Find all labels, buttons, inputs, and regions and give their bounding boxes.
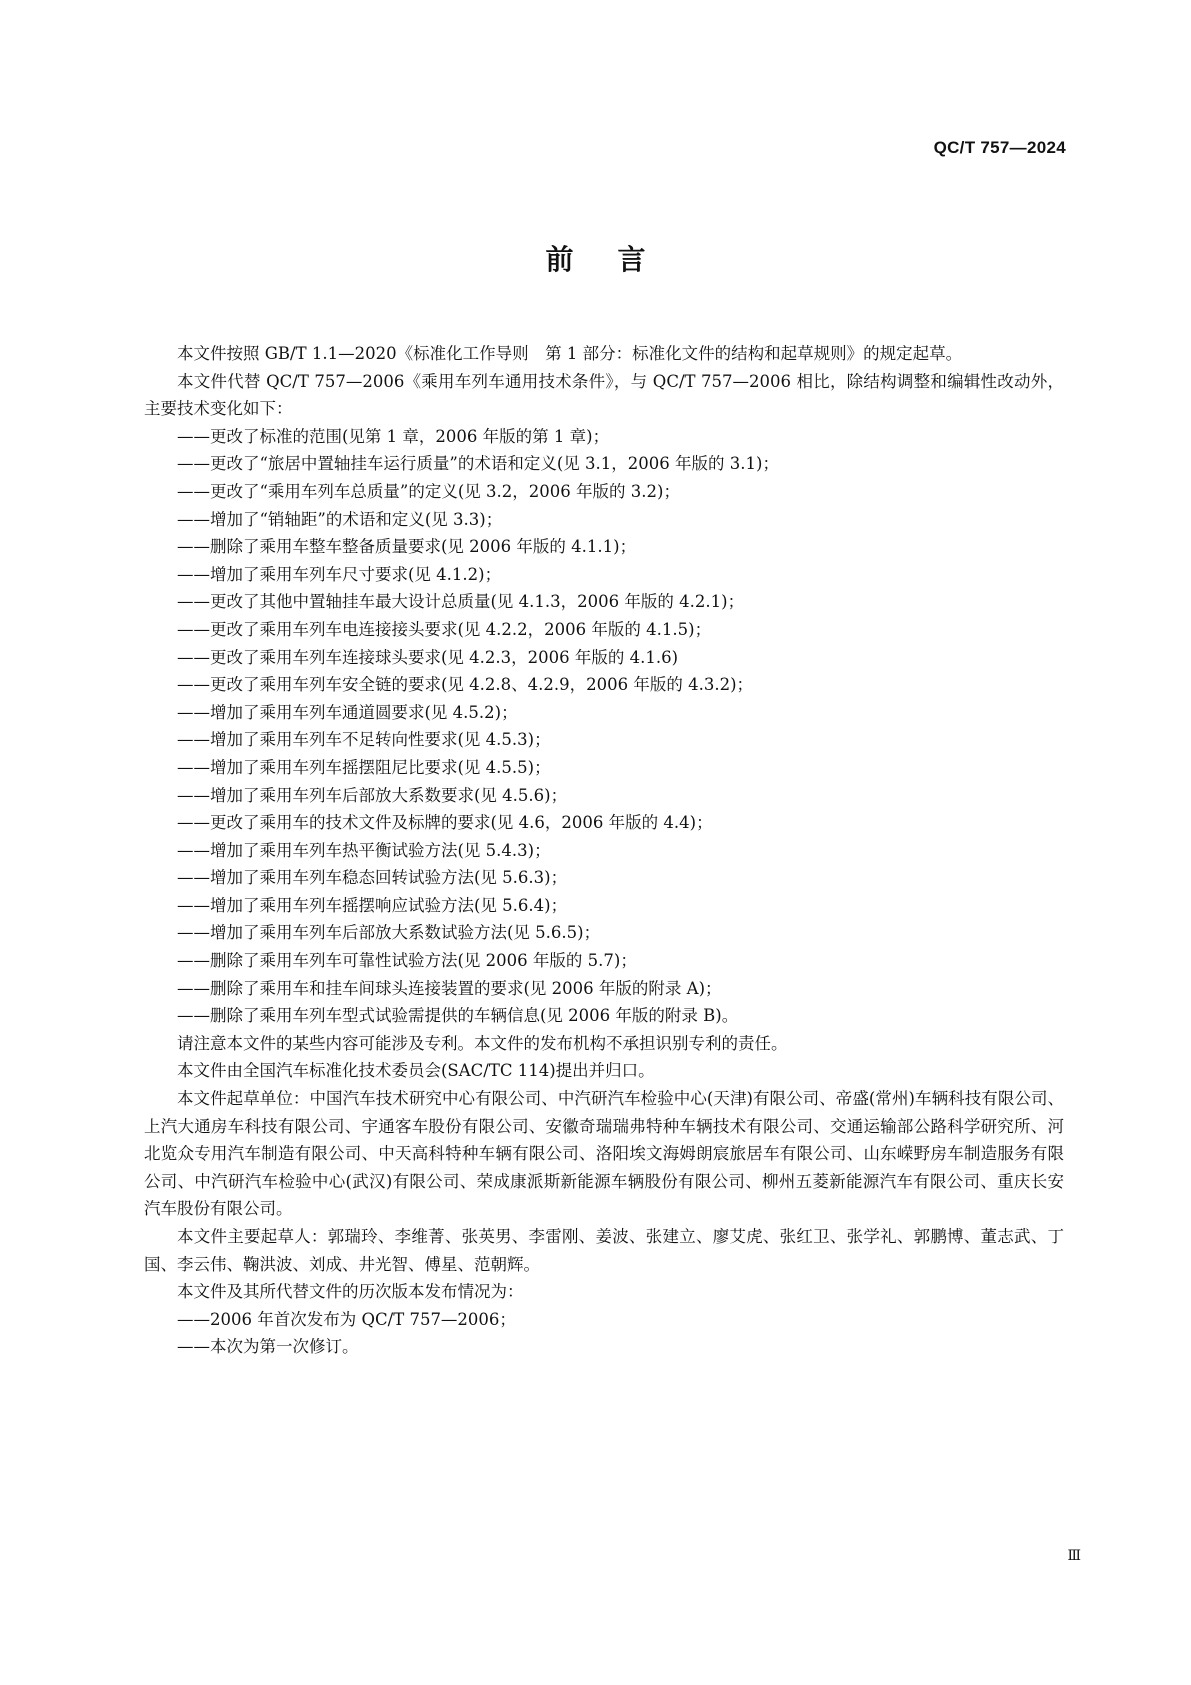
paragraph-drafting-units: 本文件起草单位：中国汽车技术研究中心有限公司、中汽研汽车检验中心(天津)有限公司、帝盛(常州)车辆科技有限公司、上汽大通房车科技有限公司、宇通客车股份有限公司、安徽奇瑞瑞弗特种车辆技术有限公司、交通运输部公路科学研究所、河北览众专用汽车制造有限公司、中天高科特种车辆有限公司、洛阳埃文海姆朗宸旅居车有限公司、山东嵘野房车制造服务有限公司、中汽研汽车检验中心(武汉)有限公司、荣成康派斯新能源车辆股份有限公司、柳州五菱新能源汽车有限公司、重庆长安汽车股份有限公司。 [144, 1089, 1064, 1219]
change-item: ——更改了乘用车列车安全链的要求(见 4.2.8、4.2.9，2006 年版的 4.3.2)； [177, 675, 754, 695]
change-item: ——增加了乘用车列车通道圆要求(见 4.5.2)； [177, 702, 518, 722]
change-item: ——增加了乘用车列车不足转向性要求(见 4.5.3)； [177, 730, 551, 750]
history-item: ——本次为第一次修订。 [177, 1337, 359, 1357]
paragraph-proposer: 本文件由全国汽车标准化技术委员会(SAC/TC 114)提出并归口。 [177, 1061, 655, 1081]
change-item: ——更改了“乘用车列车总质量”的定义(见 3.2，2006 年版的 3.2)； [177, 481, 680, 501]
change-item: ——增加了乘用车列车稳态回转试验方法(见 5.6.3)； [177, 868, 568, 888]
change-item: ——更改了乘用车的技术文件及标牌的要求(见 4.6，2006 年版的 4.4)； [177, 813, 713, 833]
change-item: ——更改了乘用车列车电连接接头要求(见 4.2.2，2006 年版的 4.1.5)； [177, 619, 712, 639]
change-item: ——删除了乘用车列车型式试验需提供的车辆信息(见 2006 年版的附录 B)。 [177, 1006, 739, 1026]
change-item: ——增加了乘用车列车摇摆阻尼比要求(见 4.5.5)； [177, 757, 551, 777]
doc-code: QC/T 757—2024 [933, 138, 1066, 157]
change-item: ——增加了乘用车列车摇摆响应试验方法(见 5.6.4)； [177, 895, 568, 915]
change-item: ——删除了乘用车和挂车间球头连接装置的要求(见 2006 年版的附录 A)； [177, 978, 722, 998]
change-item: ——删除了乘用车列车可靠性试验方法(见 2006 年版的 5.7)； [177, 951, 637, 971]
change-item: ——更改了“旅居中置轴挂车运行质量”的术语和定义(见 3.1，2006 年版的 3.1)； [177, 454, 779, 474]
change-item: ——增加了“销轴距”的术语和定义(见 3.3)； [177, 509, 503, 529]
document-body [144, 340, 1064, 1361]
change-item: ——增加了乘用车列车热平衡试验方法(见 5.4.3)； [177, 840, 551, 860]
change-item: ——增加了乘用车列车后部放大系数要求(见 4.5.6)； [177, 785, 568, 805]
paragraph-replacement: 本文件代替 QC/T 757—2006《乘用车列车通用技术条件》，与 QC/T 757—2006 相比，除结构调整和编辑性改动外，主要技术变化如下： [144, 371, 1064, 419]
paragraph-history-intro: 本文件及其所代替文件的历次版本发布情况为： [177, 1282, 524, 1302]
change-item: ——删除了乘用车整车整备质量要求(见 2006 年版的 4.1.1)； [177, 537, 637, 557]
change-item: ——更改了标准的范围(见第 1 章，2006 年版的第 1 章)； [177, 426, 610, 446]
change-item: ——增加了乘用车列车尺寸要求(见 4.1.2)； [177, 564, 502, 584]
change-item: ——增加了乘用车列车后部放大系数试验方法(见 5.6.5)； [177, 923, 601, 943]
paragraph-patent-notice: 请注意本文件的某些内容可能涉及专利。本文件的发布机构不承担识别专利的责任。 [177, 1033, 788, 1053]
paragraph-drafting-rules: 本文件按照 GB/T 1.1—2020《标准化工作导则 第 1 部分：标准化文件的结构和起草规则》的规定起草。 [177, 344, 963, 363]
change-item: ——更改了乘用车列车连接球头要求(见 4.2.3，2006 年版的 4.1.6) [177, 647, 679, 667]
change-item: ——更改了其他中置轴挂车最大设计总质量(见 4.1.3，2006 年版的 4.2.1)； [177, 592, 745, 612]
history-item: ——2006 年首次发布为 QC/T 757—2006； [177, 1309, 516, 1329]
page-title: 前言 [545, 243, 690, 276]
page-number: Ⅲ [1067, 1548, 1081, 1564]
paragraph-drafters: 本文件主要起草人：郭瑞玲、李维菁、张英男、李雷刚、姜波、张建立、廖艾虎、张红卫、张学礼、郭鹏博、董志武、丁国、李云伟、鞠洪波、刘成、井光智、傅星、范朝辉。 [144, 1227, 1064, 1274]
